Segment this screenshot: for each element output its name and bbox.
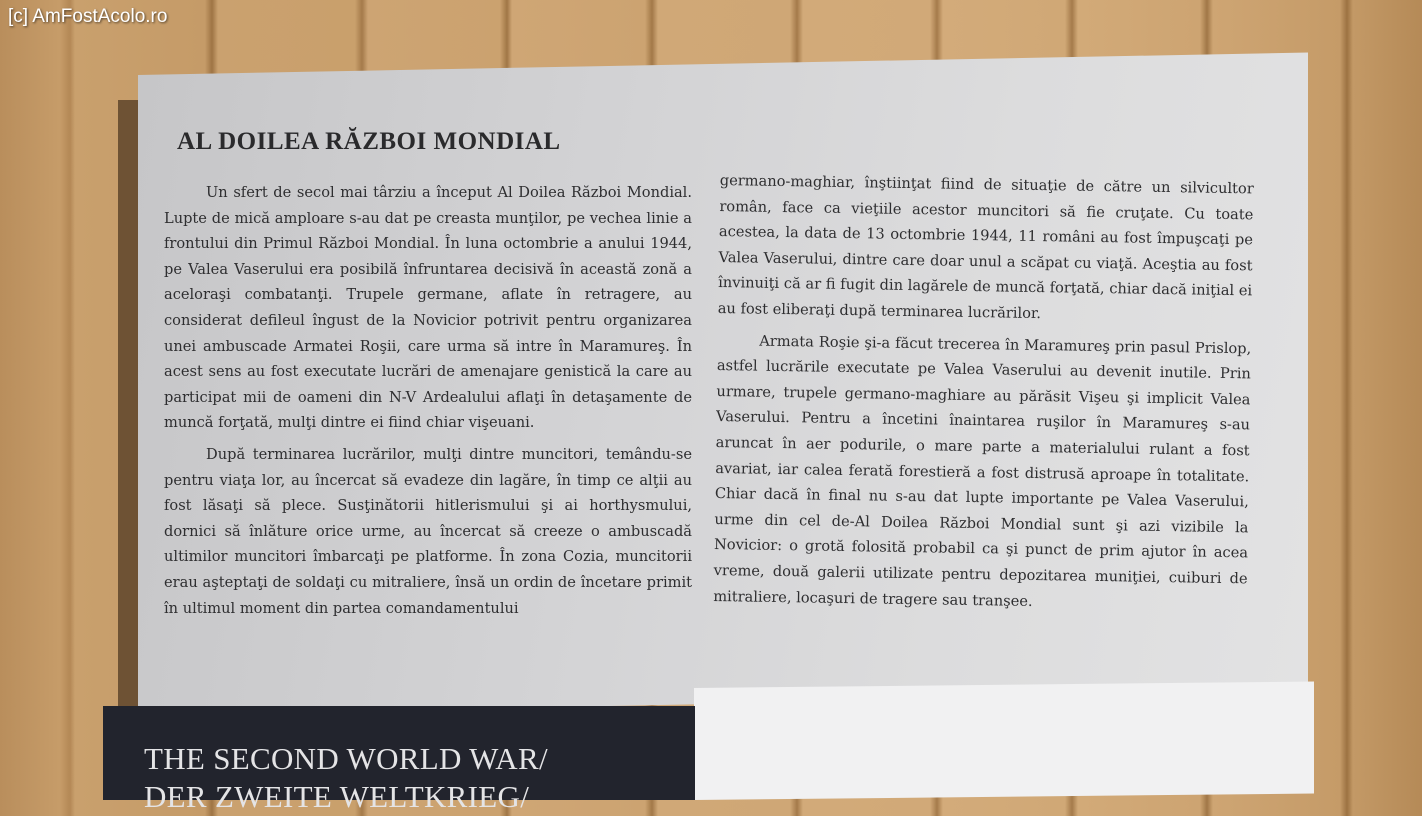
right-text-column [713,168,1254,617]
watermark-text: [c] AmFostAcolo.ro [8,6,168,27]
board-title: AL DOILEA RĂZBOI MONDIAL [177,128,561,155]
translation-title-line: DER ZWEITE WELTKRIEG/ [144,779,530,814]
paragraph: germano-maghiar, înştiinţat fiind de situaţie de către un silvicultor român, face ca vieţiile acestor muncitori să fie cruţate. Cu toate acestea, la data de 13 octombrie 1944, 11 români au fost împuşcaţi pe Valea Vaserului, dintre care doar unul a scăpat cu viaţă. Aceştia au fost învinuiţi că ar fi fugit din lagărele de muncă forţată, chiar dacă iniţial ei au fost eliberaţi după terminarea lucrărilor. [717,171,1254,323]
paragraph: Armata Roşie şi-a făcut trecerea în Maramureş prin pasul Prislop, astfel lucrările executate pe Valea Vaserului au devenit inutile. Prin urmare, trupele germano-maghiare au părăsit Vişeu şi implicit Valea Vaserului. Pentru a încetini înaintarea ruşilor în Maramureş s-au aruncat în aer podurile, o mare parte a materialului rulant a fost avariat, iar calea ferată forestieră a fost distrusă aproape în totalitate. Chiar dacă în final nu s-au dat lupte importante pe Valea Vaserului, urme din cel de-Al Doilea Război Mondial sunt şi azi vizibile la Novicior: o grotă folosită probabil ca şi punct de prim ajutor în acea vreme, două galerii utilizate pentru depozitarea muniţiei, cuiburi de mitraliere, locaşuri de tragere sau tranşee. [713,332,1252,610]
lower-white-panel [694,682,1314,800]
translation-title-line: THE SECOND WORLD WAR/ [144,741,548,776]
paragraph: Un sfert de secol mai târziu a început Al Doilea Război Mondial. Lupte de mică amploare s-au dat pe creasta munţilor, pe vechea linie a frontului din Primul Război Mondial. În luna octombrie a anului 1944, pe Valea Vaserului era posibilă înfruntarea decisivă în această zonă a aceloraşi combatanţi. Trupele germane, aflate în retragere, au considerat defileul îngust de la Novicior potrivit pentru organizarea unei ambuscade Armatei Roşii, care urma să intre în Maramureş. În acest sens au fost executate lucrări de amenajare genistică la care au participat mii de oameni din N-V Ardealului aflaţi în detaşamente de muncă forţată, mulţi dintre ei fiind chiar vişeuani. [164,184,692,432]
paragraph: După terminarea lucrărilor, mulţi dintre muncitori, temându-se pentru viaţa lor, au încercat să evadeze din lagăre, în timp ce alţii au fost lăsaţi să plece. Susţinătorii hitlerismului şi ai horthysmului, dornici să înlăture orice urme, au încercat să creeze o ambuscadă ultimilor muncitori îmbarcaţi pe platforme. În zona Cozia, muncitorii erau aşteptaţi de soldaţi cu mitraliere, însă un ordin de încetare primit în ultimul moment din partea comandamentului [164,445,692,617]
translation-title [144,740,548,816]
left-text-column [164,180,692,621]
